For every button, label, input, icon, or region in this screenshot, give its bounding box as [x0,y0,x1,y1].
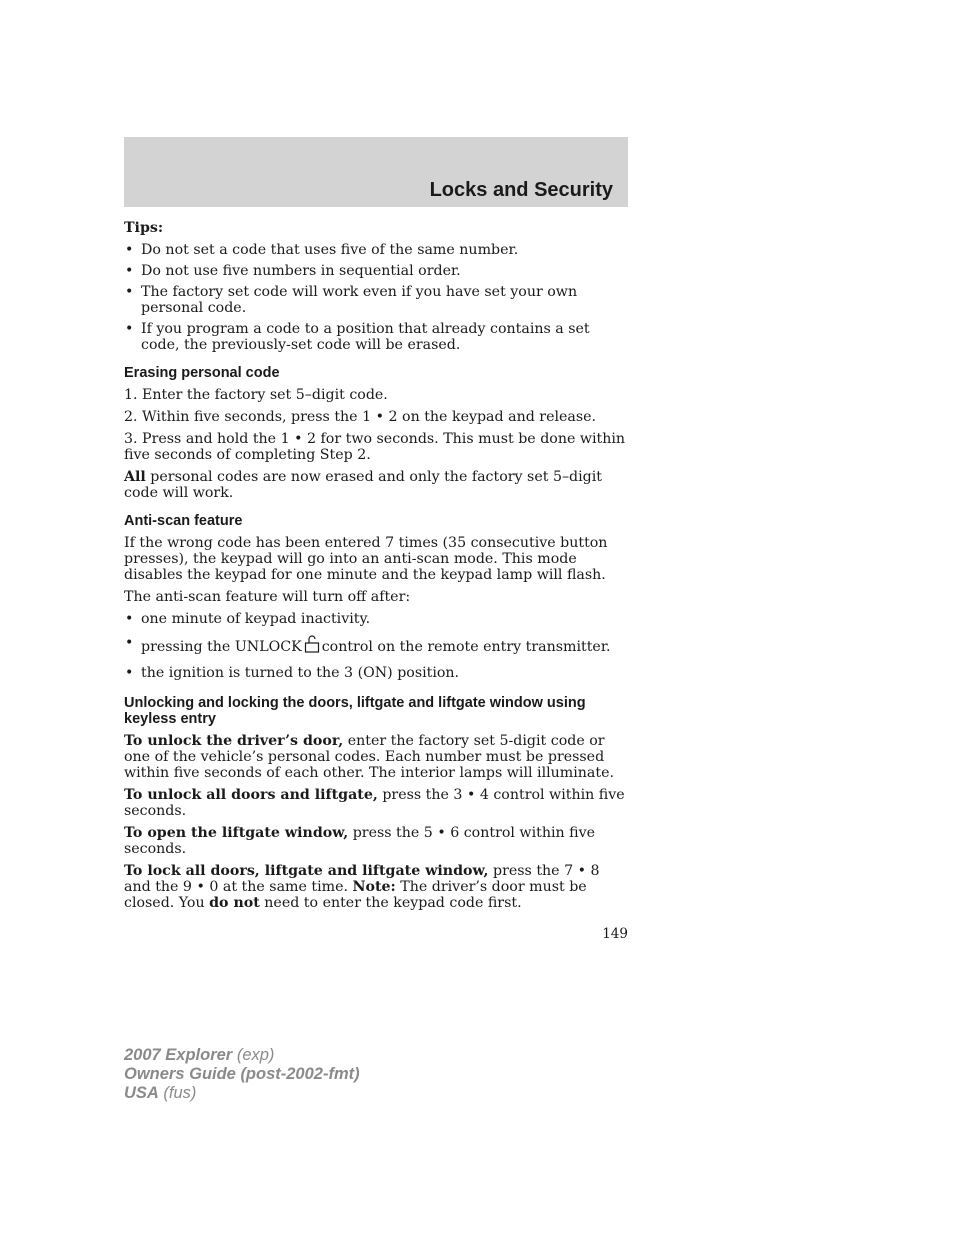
tips-list [124,242,628,353]
erasing-step: 2. Within five seconds, press the 1 • 2 on the keypad and release. [124,409,597,425]
antiscan-paragraph: If the wrong code has been entered 7 times (35 consecutive button presses), the keypad will go into an anti-scan mode. This mode disables the keypad for one minute and the keypad lamp will flash. [124,535,608,583]
list-item: • If you program a code to a position that already contains a set code, the previously-set code will be erased. [125,321,590,353]
erasing-step: 1. Enter the factory set 5–digit code. [124,387,388,403]
bullet-icon: • [125,242,134,258]
document-footer [124,1046,360,1103]
bullet-icon: • [125,611,134,627]
antiscan-list [124,611,628,681]
bullet-icon: • [125,284,134,300]
list-item: • one minute of keypad inactivity. [125,611,371,627]
tips-label: Tips: [124,220,164,236]
unlocking-heading: Unlocking and locking the doors, liftgate and liftgate window using keyless entry [124,695,586,727]
footer-line: USA (fus) [124,1084,197,1102]
list-item: • Do not use five numbers in sequential order. [125,263,461,279]
bullet-icon: • [125,665,134,681]
bullet-icon: • [125,321,134,337]
list-item: • the ignition is turned to the 3 (ON) position. [125,665,460,681]
bullet-icon: • [125,635,134,651]
section-title: Locks and Security [429,179,613,201]
list-item: • Do not set a code that uses five of the same number. [125,242,519,258]
antiscan-paragraph: The anti-scan feature will turn off after: [124,589,411,605]
antiscan-heading: Anti-scan feature [124,513,243,529]
list-item: • pressing the UNLOCK control on the remote entry transmitter. [125,635,611,655]
section-header-band [124,137,628,207]
bullet-icon: • [125,263,134,279]
erasing-heading: Erasing personal code [124,365,280,381]
erasing-step: 3. Press and hold the 1 • 2 for two seconds. This must be done within five seconds of completing Step 2. [124,431,626,463]
erasing-note: All personal codes are now erased and only the factory set 5–digit code will work. [124,469,602,501]
page-number: 149 [602,926,628,942]
unlocking-paragraph: To open the liftgate window, press the 5 • 6 control within five seconds. [124,825,596,857]
list-item: • The factory set code will work even if you have set your own personal code. [125,284,578,316]
page-content [124,220,628,917]
footer-line: Owners Guide (post-2002-fmt) [124,1065,360,1083]
unlocking-paragraph: To lock all doors, liftgate and liftgate window, press the 7 • 8 and the 9 • 0 at the same time. Note: The driver’s door must be closed. You do not need to enter the keypad code first. [124,863,600,911]
footer-line: 2007 Explorer (exp) [124,1046,275,1064]
unlock-icon [304,635,320,657]
unlocking-paragraph: To unlock the driver’s door, enter the factory set 5-digit code or one of the vehicle’s personal codes. Each number must be pressed within five seconds of each other. The interior lamps will illuminate. [124,733,614,781]
unlocking-paragraph: To unlock all doors and liftgate, press the 3 • 4 control within five seconds. [124,787,625,819]
